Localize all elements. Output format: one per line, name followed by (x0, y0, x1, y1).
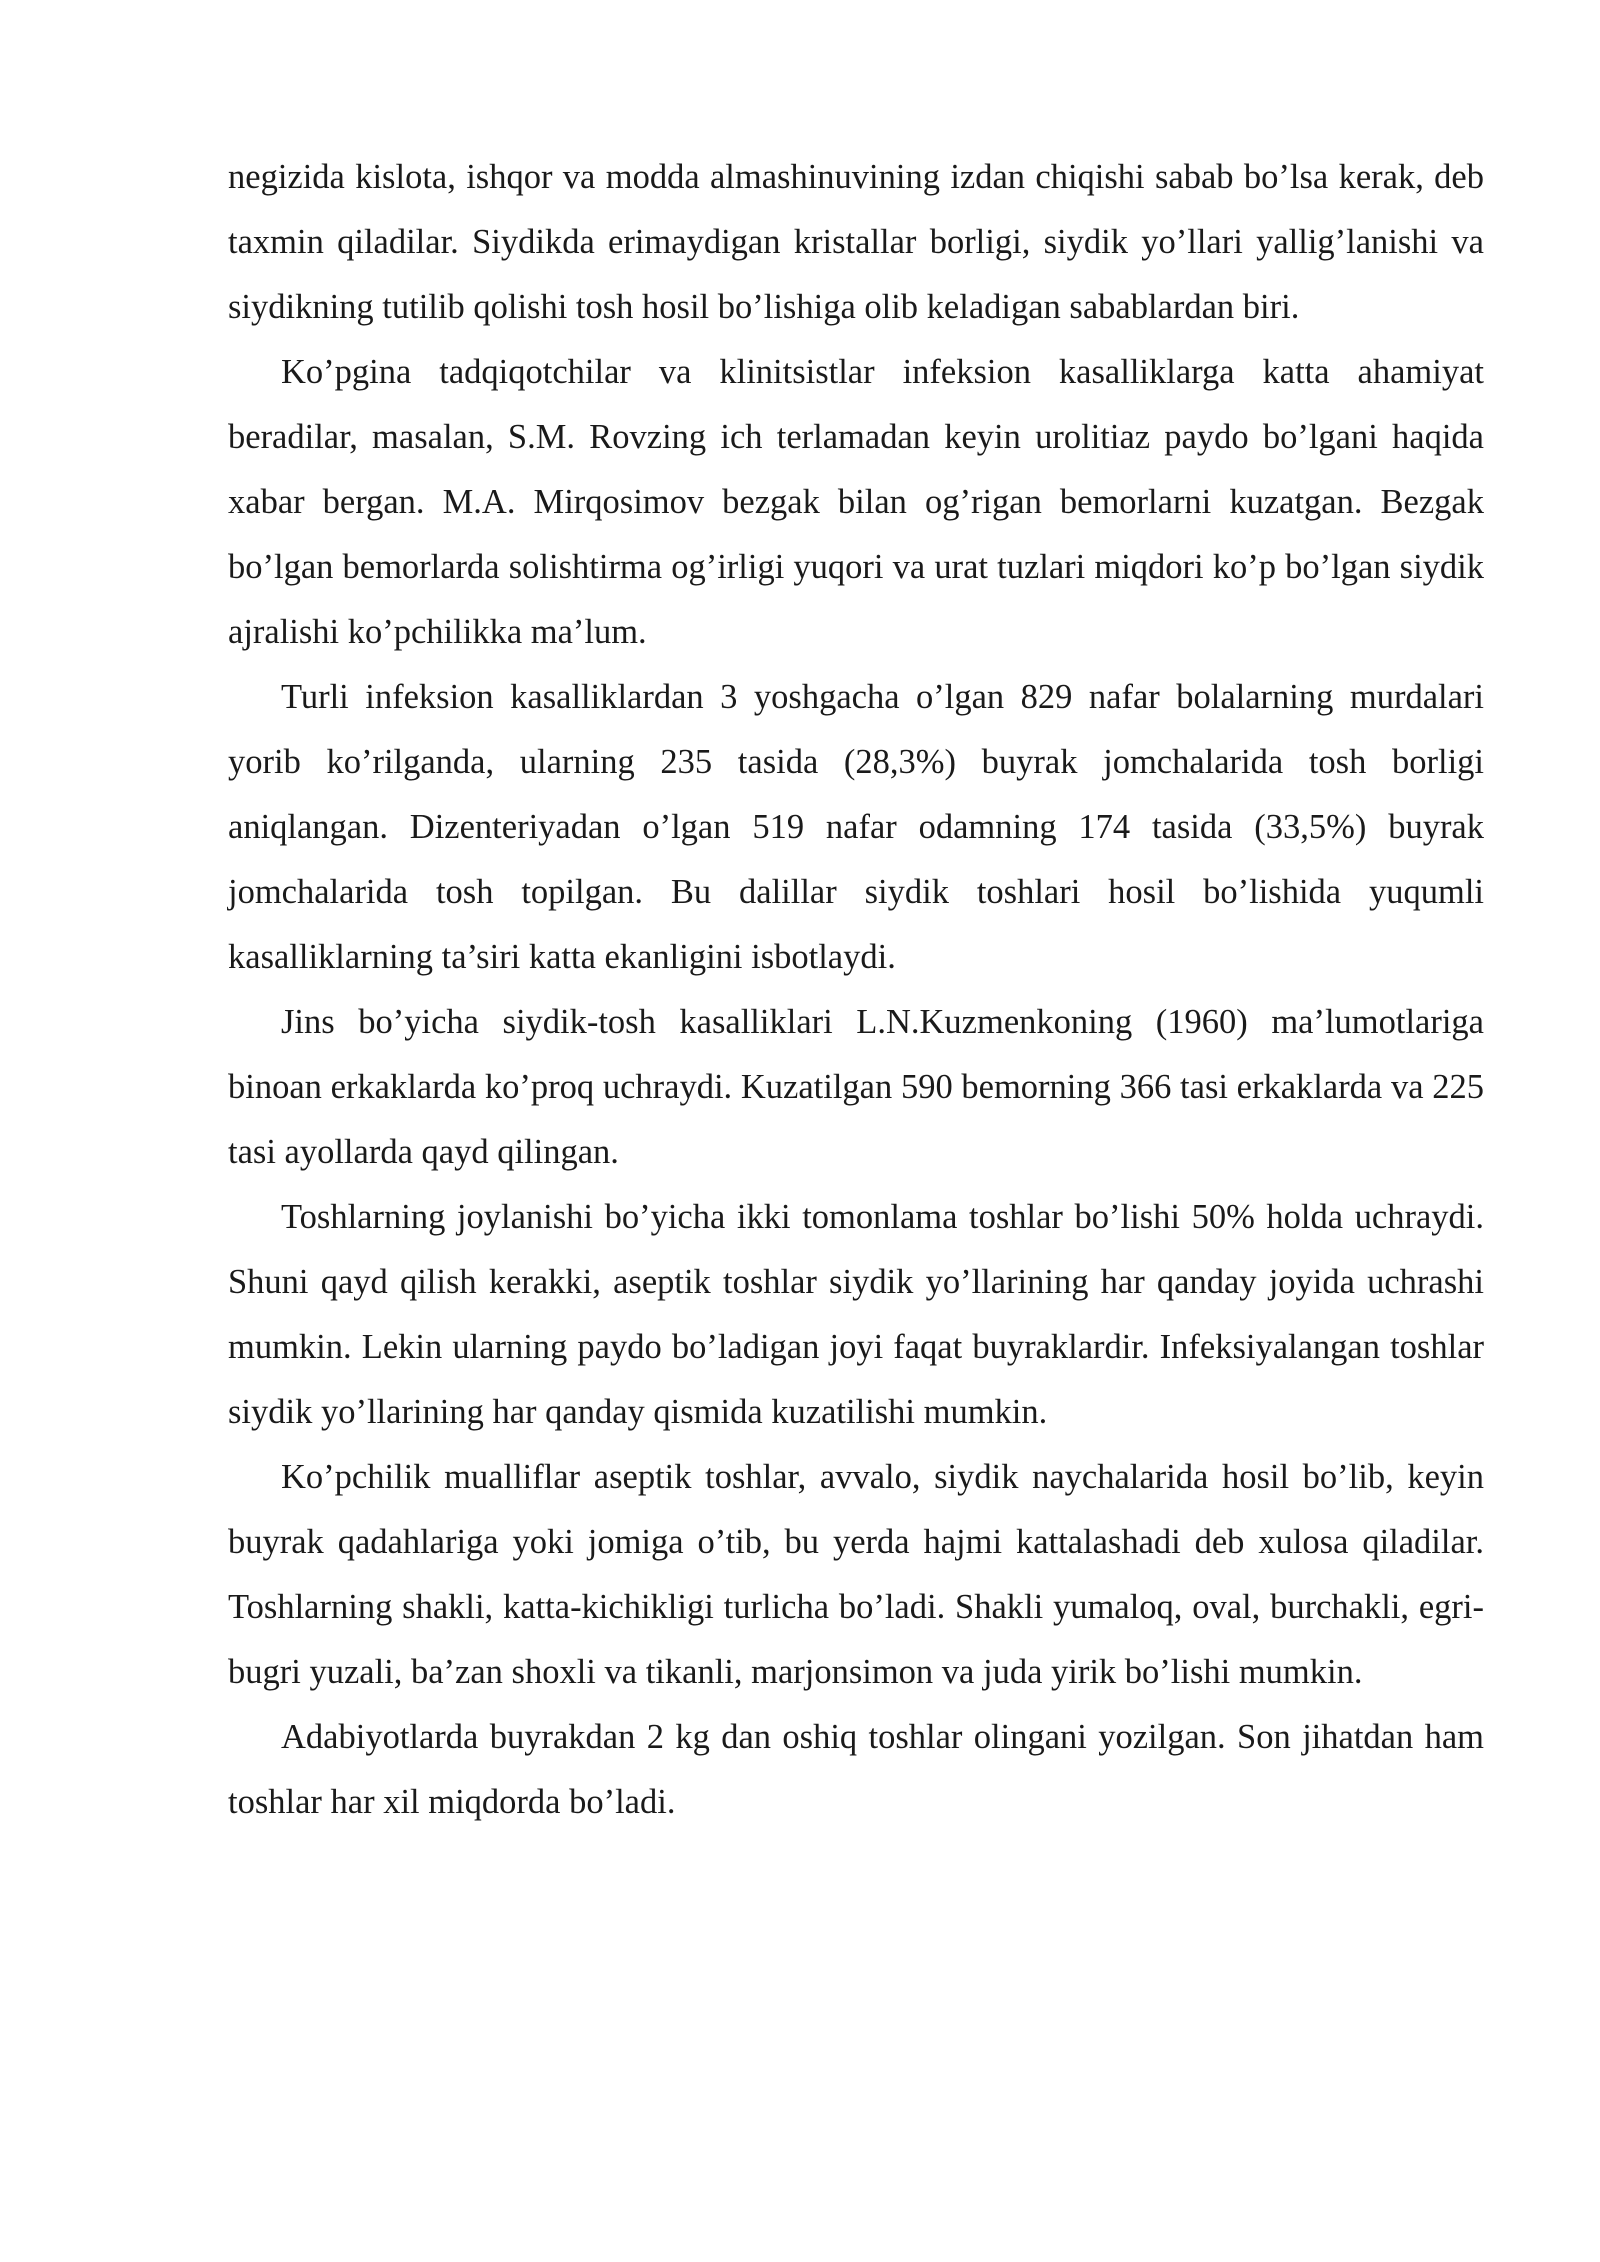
paragraph-stone-location: Toshlarning joylanishi bo’yicha ikki tomonlama toshlar bo’lishi 50% holda uchraydi. Shuni qayd qilish kerakki, aseptik toshlar siydik yo’llarining har qanday joyida uchrashi mumkin. Lekin ularning paydo bo’ladigan joyi faqat buyraklardir. Infeksiyalangan toshlar siydik yo’llarining har qanday qismida kuzatilishi mumkin. (228, 1198, 1484, 1431)
paragraph-continuation: negizida kislota, ishqor va modda almashinuvining izdan chiqishi sabab bo’lsa kerak, deb taxmin qiladilar. Siydikda erimaydigan kristallar borligi, siydik yo’llari yallig’lanishi va siydikning tutilib qolishi tosh hosil bo’lishiga olib keladigan sabablardan biri. (228, 158, 1484, 326)
paragraph-stone-shape: Ko’pchilik mualliflar aseptik toshlar, avvalo, siydik naychalarida hosil bo’lib, keyin buyrak qadahlariga yoki jomiga o’tib, bu yerda hajmi kattalashadi deb xulosa qiladilar. Toshlarning shakli, katta-kichikligi turlicha bo’ladi. Shakli yumaloq, oval, burchakli, egri-bugri yuzali, ba’zan shoxli va tikanli, marjonsimon va juda yirik bo’lishi mumkin. (228, 1458, 1484, 1691)
paragraph-stone-quantity: Adabiyotlarda buyrakdan 2 kg dan oshiq toshlar olingani yozilgan. Son jihatdan ham toshlar har xil miqdorda bo’ladi. (228, 1718, 1484, 1821)
paragraph-gender-statistics: Jins bo’yicha siydik-tosh kasalliklari L.N.Kuzmenkoning (1960) ma’lumotlariga binoan erkaklarda ko’proq uchraydi. Kuzatilgan 590 bemorning 366 tasi erkaklarda va 225 tasi ayollarda qayd qilingan. (228, 1003, 1484, 1171)
document-body (228, 145, 1484, 1835)
paragraph-autopsy-statistics: Turli infeksion kasalliklardan 3 yoshgacha o’lgan 829 nafar bolalarning murdalari yorib ko’rilganda, ularning 235 tasida (28,3%) buyrak jomchalarida tosh borligi aniqlangan. Dizenteriyadan o’lgan 519 nafar odamning 174 tasida (33,5%) buyrak jomchalarida tosh topilgan. Bu dalillar siydik toshlari hosil bo’lishida yuqumli kasalliklarning ta’siri katta ekanligini isbotlaydi. (228, 678, 1484, 976)
paragraph-infectious-diseases: Ko’pgina tadqiqotchilar va klinitsistlar infeksion kasalliklarga katta ahamiyat beradilar, masalan, S.M. Rovzing ich terlamadan keyin urolitiaz paydo bo’lgani haqida xabar bergan. M.A. Mirqosimov bezgak bilan og’rigan bemorlarni kuzatgan. Bezgak bo’lgan bemorlarda solishtirma og’irligi yuqori va urat tuzlari miqdori ko’p bo’lgan siydik ajralishi ko’pchilikka ma’lum. (228, 353, 1484, 651)
